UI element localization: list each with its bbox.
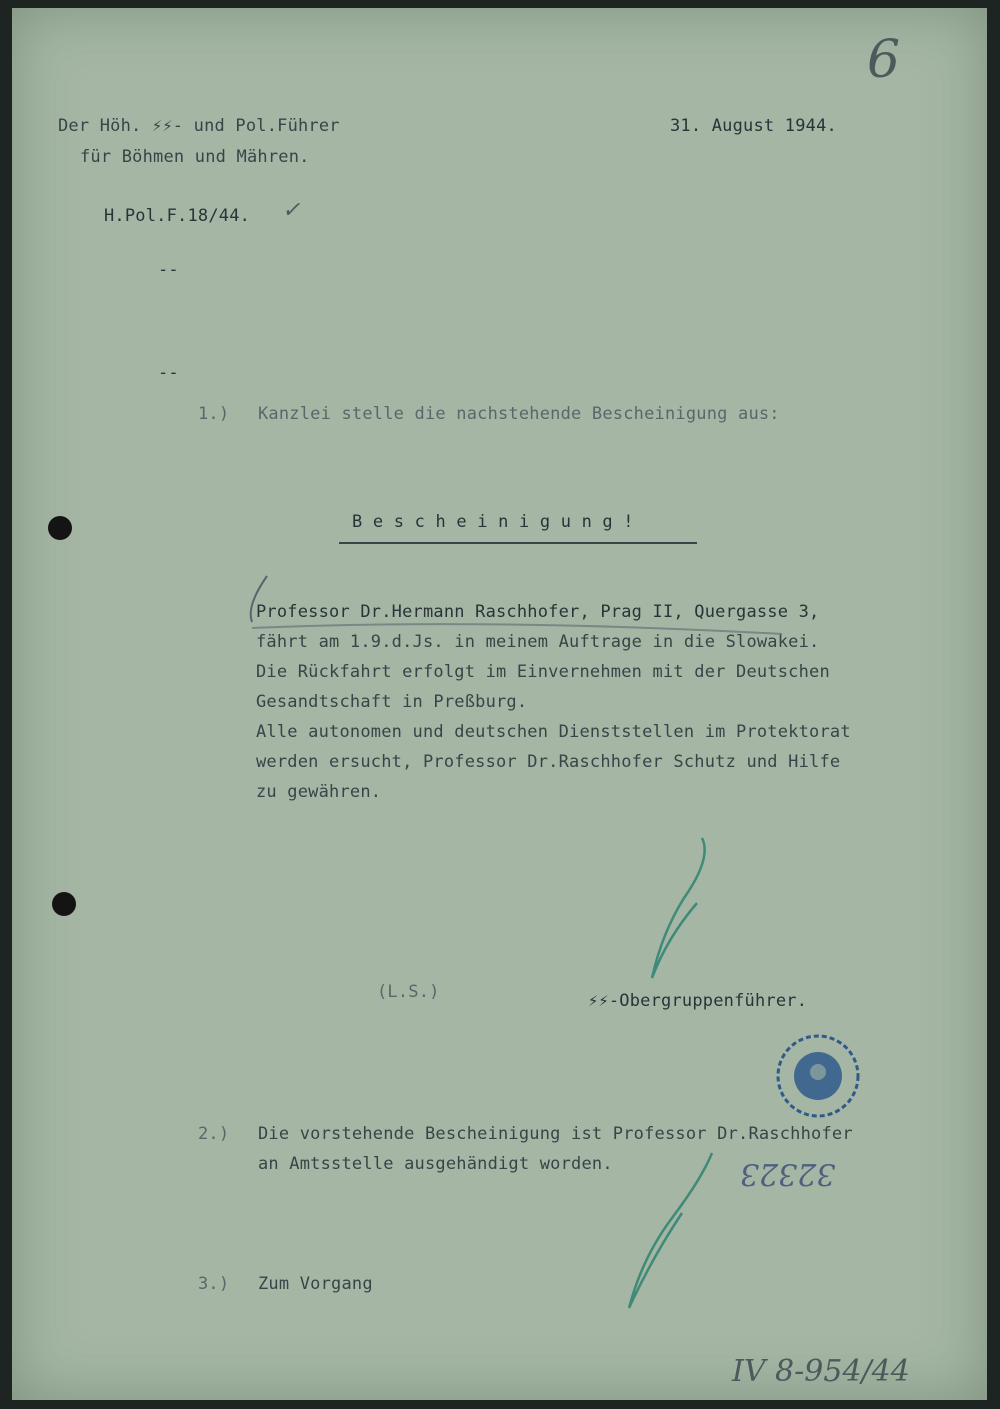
certificate-line: werden ersucht, Professor Dr.Raschhofer Schutz und Hilfe: [256, 752, 841, 772]
item-2-number: 2.): [198, 1124, 230, 1144]
official-stamp: [768, 1026, 868, 1126]
stamp-number: 32323: [740, 1156, 836, 1191]
item-3-text: Zum Vorgang: [258, 1274, 373, 1294]
punch-hole-bottom: [52, 892, 76, 916]
certificate-line: zu gewähren.: [256, 782, 382, 802]
sender-line-1: Der Höh. ⚡⚡- und Pol.Führer: [58, 116, 340, 136]
certificate-line: Professor Dr.Hermann Raschhofer, Prag II, Quergasse 3,: [256, 602, 820, 622]
certificate-line: Alle autonomen und deutschen Dienststellen im Protektorat: [256, 722, 851, 742]
signature-title: ⚡⚡-Obergruppenführer.: [588, 991, 808, 1011]
reference-number: H.Pol.F.18/44.: [104, 206, 251, 226]
document-date: 31. August 1944.: [670, 116, 837, 136]
dash-separator-1: --: [158, 260, 179, 280]
item-1-text: Kanzlei stelle die nachstehende Bescheinigung aus:: [258, 404, 780, 424]
certificate-title-underline: [339, 542, 697, 544]
item-3-number: 3.): [198, 1274, 230, 1294]
punch-hole-top: [48, 516, 72, 540]
document-page: [12, 8, 987, 1400]
signature-green-ink-2: [629, 1153, 712, 1308]
handwritten-file-number: IV 8-954/44: [732, 1354, 910, 1389]
dash-separator-2: --: [158, 363, 179, 383]
signature-green-ink: [652, 838, 705, 978]
item-1-number: 1.): [198, 404, 230, 424]
certificate-line: Die Rückfahrt erfolgt im Einvernehmen mit der Deutschen: [256, 662, 830, 682]
certificate-title: B e s c h e i n i g u n g !: [352, 512, 634, 532]
seal-label: (L.S.): [377, 982, 440, 1002]
handwritten-page-number: 6: [867, 30, 901, 90]
sender-line-2: für Böhmen und Mähren.: [80, 147, 310, 167]
item-2-line-2: an Amtsstelle ausgehändigt worden.: [258, 1154, 613, 1174]
check-mark-icon: ✓: [282, 198, 301, 223]
item-2-line-1: Die vorstehende Bescheinigung ist Professor Dr.Raschhofer: [258, 1124, 853, 1144]
certificate-line: Gesandtschaft in Preßburg.: [256, 692, 528, 712]
certificate-line: fährt am 1.9.d.Js. in meinem Auftrage in die Slowakei.: [256, 632, 820, 652]
